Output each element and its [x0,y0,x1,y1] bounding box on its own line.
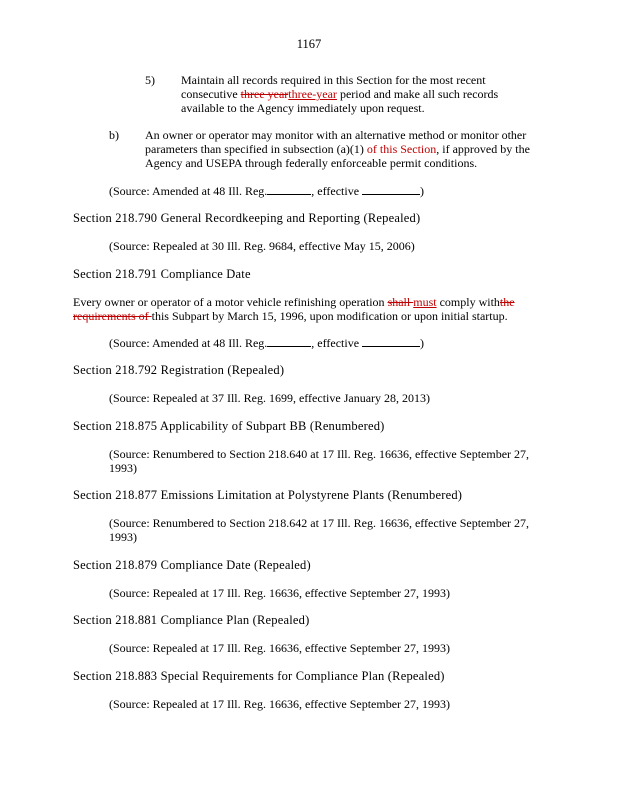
source-note-amended-2 [109,336,549,350]
section-heading-218-881: Section 218.881 Compliance Plan (Repealed) [73,613,310,627]
deleted-text: three year [240,87,289,101]
source-note: (Source: Repealed at 37 Ill. Reg. 1699, effective January 28, 2013) [109,391,431,405]
deleted-text: the requirements of [73,295,515,323]
section-heading-218-883: Section 218.883 Special Requirements for Compliance Plan (Repealed) [73,669,445,683]
blank-line [362,336,420,347]
section-heading-218-875: Section 218.875 Applicability of Subpart BB (Renumbered) [73,419,385,433]
source-note: (Source: Repealed at 17 Ill. Reg. 16636, effective September 27, 1993) [109,586,451,600]
blank-line [267,336,311,347]
item-5-text-1: Maintain all records required in this Section for the most recent consecutive [181,73,486,101]
section-heading-218-792: Section 218.792 Registration (Repealed) [73,363,285,377]
deleted-text: shall [387,295,414,309]
source-note-text: , effective [311,336,363,350]
source-note-text: ) [420,184,425,198]
section-heading-218-790: Section 218.790 General Recordkeeping and Reporting (Repealed) [73,211,421,225]
item-b-text-1: An owner or operator may monitor with an alternative method or monitor other parameters than specified in subsection (a)(1) [145,128,527,156]
body-text: comply with [436,295,500,309]
section-heading-218-877: Section 218.877 Emissions Limitation at Polystyrene Plants (Renumbered) [73,488,463,502]
source-note: (Source: Repealed at 17 Ill. Reg. 16636, effective September 27, 1993) [109,641,451,655]
red-text: of this Section [366,142,437,156]
body-text: Every owner or operator of a motor vehicle refinishing operation [73,295,388,309]
blank-line [267,184,311,195]
source-note: (Source: Repealed at 30 Ill. Reg. 9684, effective May 15, 2006) [109,239,415,253]
item-b-label: b) [109,128,119,142]
source-note: (Source: Renumbered to Section 218.642 at 17 Ill. Reg. 16636, effective September 27, 1993) [109,516,530,544]
inserted-text: three-year [288,87,337,101]
source-note: (Source: Renumbered to Section 218.640 at 17 Ill. Reg. 16636, effective September 27, 1993) [109,447,530,475]
section-heading-218-879: Section 218.879 Compliance Date (Repealed) [73,558,311,572]
blank-line [362,184,420,195]
item-5-text [181,73,531,115]
inserted-text: must [413,295,437,309]
page-number: 1167 [296,37,322,51]
source-note-text: ) [420,336,425,350]
item-b-text-2: , if approved by the Agency and USEPA through federally enforceable permit conditions. [145,142,530,170]
section-heading-218-791: Section 218.791 Compliance Date [73,267,251,281]
item-5-text-2: period and make all such records available to the Agency immediately upon request. [181,87,499,115]
source-note-text: (Source: Amended at 48 Ill. Reg. [109,336,268,350]
item-5-label: 5) [145,73,155,87]
source-note-text: (Source: Amended at 48 Ill. Reg. [109,184,268,198]
item-b-text [145,128,540,170]
body-text: this Subpart by March 15, 1996, upon modification or upon initial startup. [151,309,508,323]
section-218-791-body [73,295,533,323]
source-note-amended-1 [109,184,549,198]
source-note-text: , effective [311,184,363,198]
source-note: (Source: Repealed at 17 Ill. Reg. 16636, effective September 27, 1993) [109,697,451,711]
